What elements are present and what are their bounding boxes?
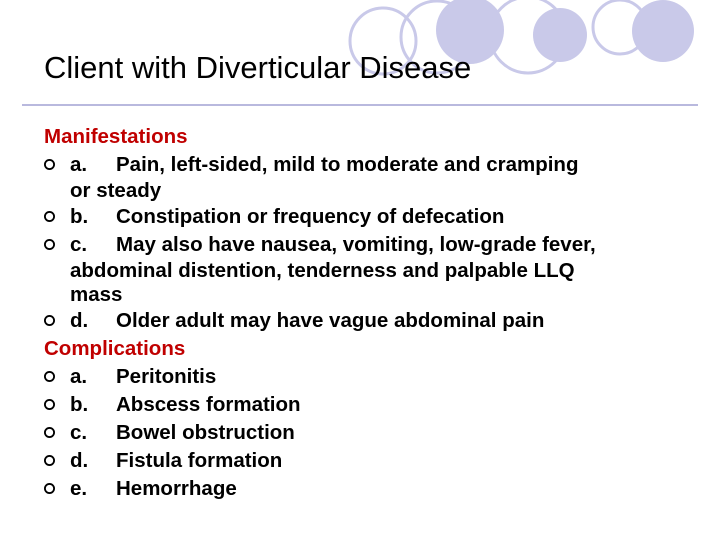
circle-bullet-icon [44,455,55,466]
list-item [44,391,694,419]
list-item [44,419,694,447]
item-letter: a. [70,153,88,176]
manifestations-heading: Manifestations [44,125,188,148]
list-item [44,307,694,335]
list-item [44,203,694,231]
item-text: Hemorrhage [116,477,237,500]
circle-bullet-icon [44,427,55,438]
item-letter: c. [70,233,88,256]
item-text-continued: or steady [70,179,162,202]
item-letter: c. [70,421,88,444]
item-text: Older adult may have vague abdominal pain [116,309,545,332]
item-text: Pain, left-sided, mild to moderate and cramping [116,153,579,176]
circle-bullet-icon [44,211,55,222]
item-text: Bowel obstruction [116,421,295,444]
list-item [44,447,694,475]
list-item [44,475,694,503]
list-item [44,151,694,203]
item-text-continued: mass [70,283,123,306]
complications-heading: Complications [44,337,186,360]
item-text: Abscess formation [116,393,301,416]
item-letter: e. [70,477,88,500]
item-text: Peritonitis [116,365,217,388]
slide-title: Client with Diverticular Disease [44,50,472,85]
circle-bullet-icon [44,239,55,250]
circle-bullet-icon [44,315,55,326]
circle-bullet-icon [44,371,55,382]
item-text: May also have nausea, vomiting, low-grade fever, [116,233,596,256]
list-item [44,231,694,307]
item-letter: b. [70,393,89,416]
circle-bullet-icon [44,483,55,494]
item-letter: d. [70,449,89,472]
item-letter: d. [70,309,89,332]
item-text: Fistula formation [116,449,283,472]
list-item [44,363,694,391]
circle-bullet-icon [44,159,55,170]
title-divider [22,104,698,106]
item-text: Constipation or frequency of defecation [116,205,505,228]
item-text-continued: abdominal distention, tenderness and palpable LLQ [70,259,575,282]
circle-decoration [533,8,587,62]
circle-decoration [632,0,694,62]
slide-content [44,123,694,503]
item-letter: a. [70,365,88,388]
circle-bullet-icon [44,399,55,410]
item-letter: b. [70,205,89,228]
